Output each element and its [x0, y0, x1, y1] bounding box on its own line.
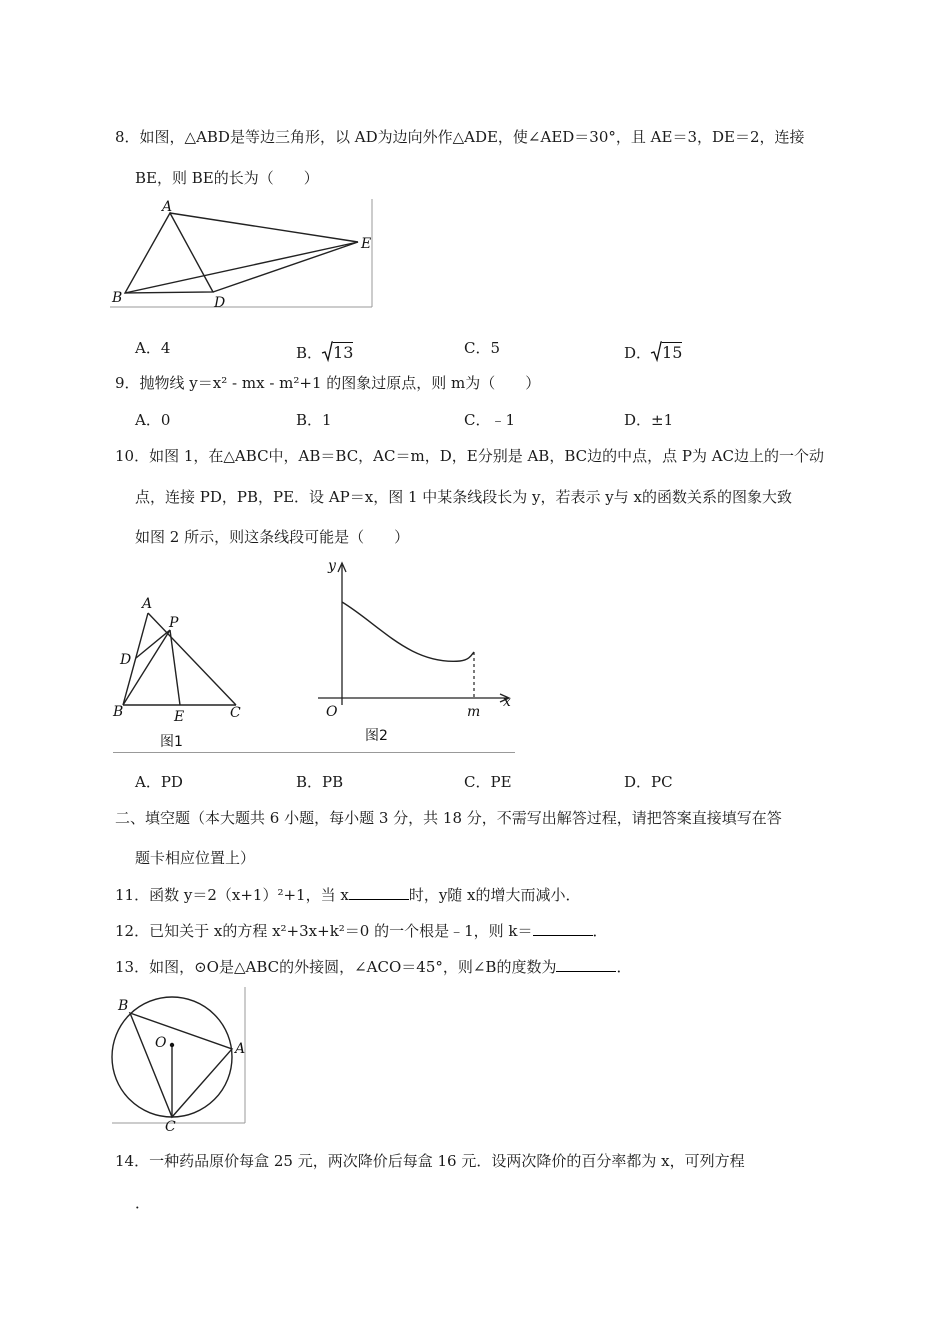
q13-label-a: A — [235, 1041, 246, 1057]
q13-answer-blank[interactable] — [556, 957, 616, 972]
q11-stem — [115, 885, 581, 905]
q12-text-pre: 12．已知关于 x的方程 x²+3x+k²＝0 的一个根是﹣1，则 k＝ — [115, 922, 533, 940]
q8-stem-line2: BE，则 BE的长为（ ） — [135, 169, 319, 187]
q10-stem-line3: 如图 2 所示，则这条线段可能是（ ） — [135, 528, 410, 546]
q10-fig2-caption: 图2 — [365, 728, 388, 744]
q8-option-b[interactable] — [296, 338, 353, 363]
q13-label-o: O — [155, 1035, 167, 1051]
q10-fig2-label-m: m — [467, 704, 481, 720]
q10-stem-line1: 10．如图 1，在△ABC中，AB＝BC，AC＝m，D，E分别是 AB，BC边的中点，点 P为 AC边上的一个动 — [115, 447, 825, 465]
q8-option-d-prefix: D． — [624, 344, 652, 362]
q13-label-c: C — [165, 1119, 176, 1135]
sqrt-symbol-icon — [322, 341, 333, 361]
q11-text-pre: 11．函数 y＝2（x+1）²+1，当 x — [115, 886, 349, 904]
q9-stem: 9．抛物线 y＝x² - mx - m²+1 的图象过原点，则 m为（ ） — [115, 374, 541, 392]
q10-option-d[interactable]: D．PC — [624, 773, 673, 791]
q10-figure-1 — [110, 590, 260, 755]
q10-figure-2 — [310, 555, 520, 755]
q12-answer-blank[interactable] — [533, 921, 593, 936]
q11-answer-blank[interactable] — [349, 885, 409, 900]
q10-fig1-label-b: B — [113, 704, 124, 720]
q10-fig1-label-e: E — [174, 709, 185, 725]
q10-fig2-label-y: y — [328, 558, 336, 574]
q10-fig2-label-o: O — [326, 704, 338, 720]
q10-fig1-caption: 图1 — [160, 734, 183, 750]
q13-text-pre: 13．如图，⊙O是△ABC的外接圆，∠ACO＝45°，则∠B的度数为 — [115, 958, 557, 976]
q8-option-d[interactable] — [624, 338, 682, 363]
q12-text-post: ． — [592, 922, 608, 940]
q9-option-b[interactable]: B．1 — [296, 411, 332, 429]
q13-text-post: ． — [616, 958, 632, 976]
q9-option-c[interactable]: C．﹣1 — [464, 411, 516, 429]
q10-fig1-label-p: P — [169, 615, 179, 631]
sqrt-symbol-icon — [651, 341, 662, 361]
q10-option-a[interactable]: A．PD — [135, 773, 183, 791]
q13-stem — [115, 957, 631, 977]
q12-stem — [115, 921, 608, 941]
q8-option-a[interactable]: A．4 — [135, 339, 171, 357]
q8-label-a: A — [162, 199, 173, 215]
q13-label-b: B — [118, 998, 129, 1014]
q10-fig2-curve — [342, 602, 474, 661]
q8-option-d-radicand: 15 — [662, 343, 683, 362]
q8-label-b: B — [112, 290, 123, 306]
q10-fig2-label-x: x — [503, 694, 511, 710]
section2-heading-line2: 题卡相应位置上） — [135, 849, 256, 867]
q10-option-b[interactable]: B．PB — [296, 773, 344, 791]
q10-fig1-label-d: D — [120, 652, 132, 668]
q10-stem-line2: 点，连接 PD，PB，PE．设 AP＝x，图 1 中某条线段长为 y，若表示 y与 x的函数关系的图象大致 — [135, 488, 792, 506]
q10-option-c[interactable]: C．PE — [464, 773, 512, 791]
q8-option-b-radicand: 13 — [333, 343, 354, 362]
q10-figure-baseline — [113, 752, 515, 753]
q10-fig1-label-a: A — [142, 596, 153, 612]
q8-label-e: E — [361, 236, 372, 252]
q8-option-c[interactable]: C．5 — [464, 339, 501, 357]
q9-option-a[interactable]: A．0 — [135, 411, 171, 429]
q8-figure — [110, 195, 380, 315]
q13-figure — [110, 985, 255, 1135]
q9-option-d[interactable]: D．±1 — [624, 411, 674, 429]
section2-heading-line1: 二、填空题（本大题共 6 小题，每小题 3 分，共 18 分，不需写出解答过程，请把答案直接填写在答 — [115, 809, 782, 827]
q8-label-d: D — [214, 295, 226, 311]
q8-stem-line1: 8．如图，△ABD是等边三角形，以 AD为边向外作△ADE，使∠AED＝30°，且 AE＝3，DE＝2，连接 — [115, 128, 805, 146]
q8-option-b-prefix: B． — [296, 344, 323, 362]
q11-text-post: 时，y随 x的增大而减小． — [408, 886, 581, 904]
q14-stem-line1: 14．一种药品原价每盒 25 元，两次降价后每盒 16 元．设两次降价的百分率都为 x，可列方程 — [115, 1152, 745, 1170]
q14-stem-line2: ． — [135, 1194, 151, 1212]
q10-fig1-label-c: C — [230, 705, 241, 721]
